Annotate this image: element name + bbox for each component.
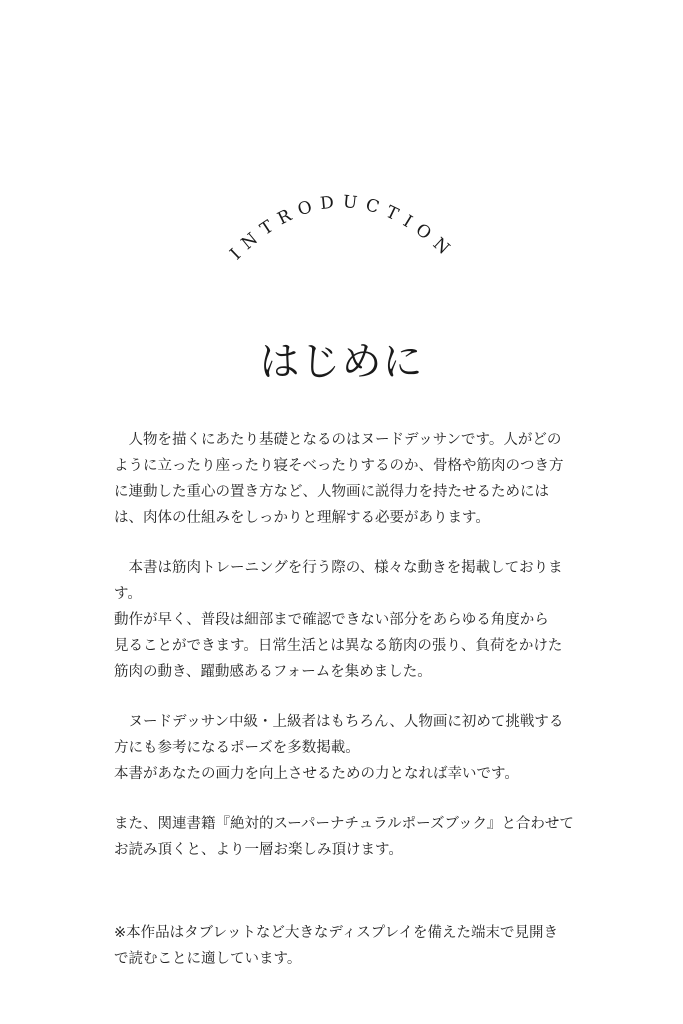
paragraph-line: 見ることができます。日常生活とは異なる筋肉の張り、負荷をかけた xyxy=(114,638,563,654)
paragraph-1 xyxy=(114,427,574,531)
paragraph-line: す。 xyxy=(114,586,142,602)
paragraph-line: 本書があなたの画力を向上させるための力となれば幸いです。 xyxy=(114,766,519,782)
paragraph-line: は、肉体の仕組みをしっかりと理解する必要があります。 xyxy=(114,510,490,526)
paragraph-line: お読み頂くと、より一層お楽しみ頂けます。 xyxy=(114,842,403,858)
paragraph-line: 本書は筋肉トレーニングを行う際の、様々な動きを掲載しておりま xyxy=(114,560,563,576)
introduction-arc-textpath: INTRODUCTION xyxy=(226,192,460,265)
paragraph-line: 人物を描くにあたり基礎となるのはヌードデッサンです。人がどの xyxy=(114,432,562,448)
paragraph-3 xyxy=(114,709,574,787)
paragraph-2 xyxy=(114,555,574,685)
body-text xyxy=(114,427,574,887)
introduction-arc-text xyxy=(226,192,459,264)
display-note xyxy=(114,920,584,972)
paragraph-4 xyxy=(114,811,574,863)
paragraph-line: 筋肉の動き、躍動感あるフォームを集めました。 xyxy=(114,664,432,680)
introduction-arc-title xyxy=(0,0,683,300)
paragraph-line: また、関連書籍『絶対的スーパーナチュラルポーズブック』と合わせて xyxy=(114,816,574,832)
note-line: で読むことに適しています。 xyxy=(114,951,302,967)
note-line: ※本作品はタブレットなど大きなディスプレイを備えた端末で見開き xyxy=(114,925,558,941)
page-title: はじめに xyxy=(259,339,424,385)
paragraph-line: 方にも参考になるポーズを多数掲載。 xyxy=(114,740,360,756)
paragraph-line: に連動した重心の置き方など、人物画に説得力を持たせるためには xyxy=(114,484,549,500)
paragraph-line: ように立ったり座ったり寝そべったりするのか、骨格や筋肉のつき方 xyxy=(114,458,564,474)
paragraph-line: 動作が早く、普段は細部まで確認できない部分をあらゆる角度から xyxy=(114,612,549,628)
paragraph-line: ヌードデッサン中級・上級者はもちろん、人物画に初めて挑戦する xyxy=(114,714,564,730)
